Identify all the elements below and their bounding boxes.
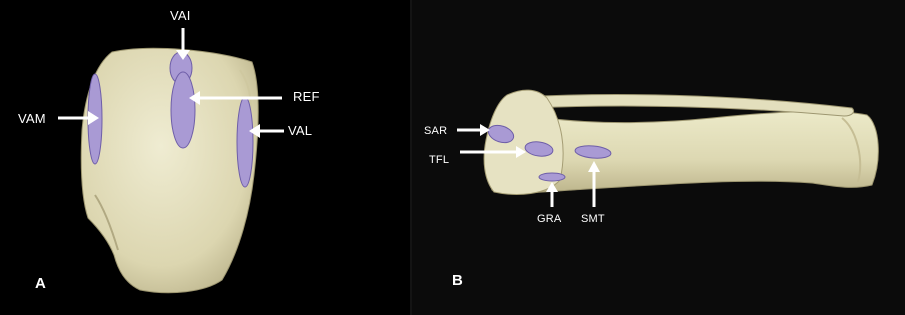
smt-label: SMT [581,213,605,225]
gra-label: GRA [537,213,562,225]
tfl-label: TFL [429,154,450,166]
val-label: VAL [288,123,313,138]
panel-b-letter: B [452,272,463,289]
vam-label: VAM [18,111,46,126]
panel-a-letter: A [35,275,46,292]
panel-a-illustration [0,0,410,315]
panel-b-illustration [412,0,905,315]
ref-attachment [171,72,195,148]
ref-label: REF [293,89,320,104]
vai-label: VAI [170,8,191,23]
sar-label: SAR [424,125,448,137]
panel-b [412,0,905,315]
val-attachment [237,97,253,187]
panel-a [0,0,410,315]
gra-attachment [539,173,565,181]
bone-a [81,48,258,292]
bone-b-fibula [521,95,853,116]
